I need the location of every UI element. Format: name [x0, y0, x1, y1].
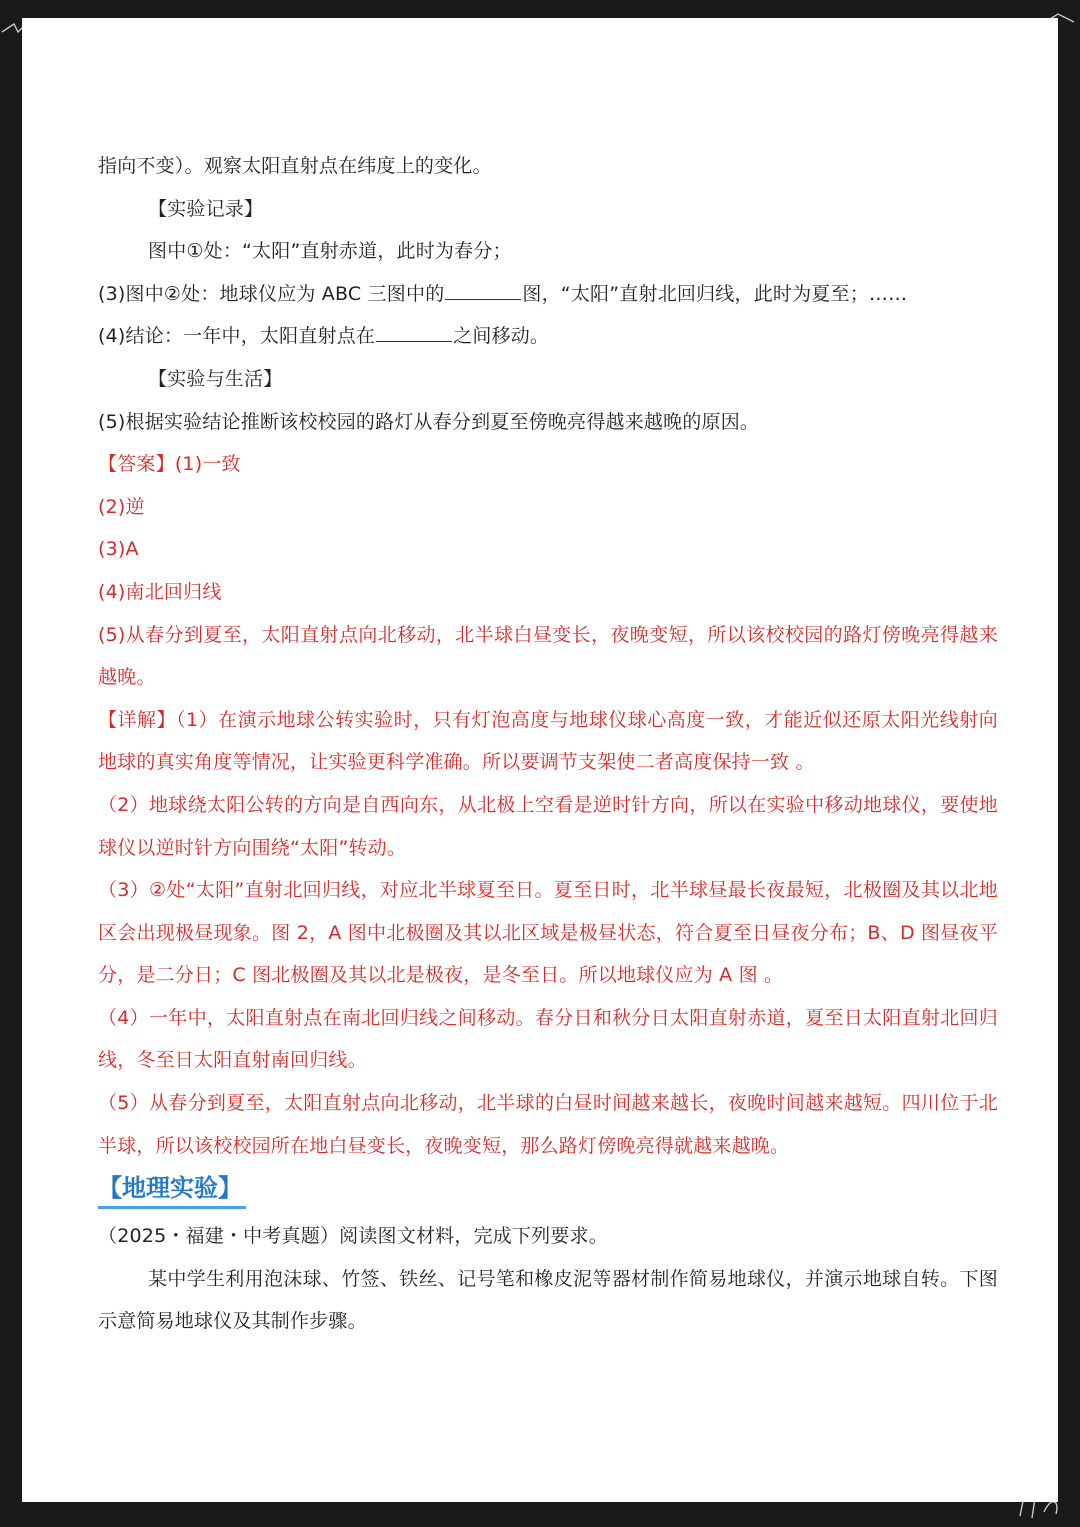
question-3-part-a: (3)图中②处：地球仪应为 ABC 三图中的 [98, 282, 445, 305]
answer-5: (5)从春分到夏至，太阳直射点向北移动，北半球白昼变长，夜晚变短，所以该校校园的路灯傍晚亮得越来越晚。 [98, 623, 998, 689]
question-source: （2025・福建・中考真题）阅读图文材料，完成下列要求。 [98, 1225, 608, 1248]
detail-1-text: （1）在演示地球公转实验时，只有灯泡高度与地球仪球心高度一致，才能近似还原太阳光线射向地球的真实角度等情况，让实验更科学准确。所以要调节支架使二者高度保持一致 。 [98, 708, 998, 774]
answer-line-1 [98, 443, 998, 486]
answer-blank-3 [445, 281, 521, 300]
question-3 [98, 273, 998, 316]
detail-4: （4）一年中，太阳直射点在南北回归线之间移动。春分日和秋分日太阳直射赤道，夏至日太阳直射北回归线，冬至日太阳直射南回归线。 [98, 1006, 998, 1072]
detail-5: （5）从春分到夏至，太阳直射点向北移动，北半球的白昼时间越来越长，夜晚时间越来越短。四川位于北半球，所以该校校园所在地白昼变长，夜晚变短，那么路灯傍晚亮得就越来越晚。 [98, 1092, 998, 1157]
answer-1: (1)一致 [174, 453, 241, 476]
question-4-part-b: 之间移动。 [453, 325, 550, 348]
question-3-part-b: 图，“太阳”直射北回归线，此时为夏至；…… [522, 282, 908, 305]
detail-1 [98, 699, 998, 784]
heading-experiment-record: 【实验记录】 [148, 197, 264, 220]
text-line-observe: 指向不变）。观察太阳直射点在纬度上的变化。 [98, 155, 492, 177]
answer-blank-4 [376, 323, 452, 342]
text-line-equinox: 图中①处：“太阳”直射赤道，此时为春分； [148, 240, 512, 263]
question-4 [98, 315, 998, 358]
detail-tag: 【详解】 [98, 708, 177, 731]
question-intro: 某中学生利用泡沫球、竹签、铁丝、记号笔和橡皮泥等器材制作简易地球仪，并演示地球自转。下图示意简易地球仪及其制作步骤。 [98, 1267, 998, 1333]
detail-2: （2）地球绕太阳公转的方向是自西向东，从北极上空看是逆时针方向，所以在实验中移动地球仪，要使地球仪以逆时针方向围绕“太阳”转动。 [98, 793, 998, 859]
answer-tag: 【答案】 [98, 453, 175, 476]
section-title-geography-experiment: 【地理实验】 [98, 1171, 246, 1209]
question-4-part-a: (4)结论：一年中，太阳直射点在 [98, 325, 376, 348]
answer-2: (2)逆 [98, 495, 145, 518]
detail-3: （3）②处“太阳”直射北回归线，对应北半球夏至日。夏至日时，北半球昼最长夜最短，北极圈及其以北地区会出现极昼现象。图 2，A 图中北极圈及其以北区域是极昼状态，符合夏至日昼夜分布；B、D 图昼夜平分，是二分日；C 图北极圈及其以北是极夜，是冬至日。所以地球仪应为 A 图 。 [98, 879, 998, 987]
answer-4: (4)南北回归线 [98, 580, 222, 603]
question-5: (5)根据实验结论推断该校校园的路灯从春分到夏至傍晚亮得越来越晚的原因。 [98, 410, 760, 433]
page-content [98, 145, 998, 1343]
heading-experiment-life: 【实验与生活】 [148, 367, 283, 390]
document-page [22, 18, 1058, 1502]
answer-3: (3)A [98, 538, 139, 561]
